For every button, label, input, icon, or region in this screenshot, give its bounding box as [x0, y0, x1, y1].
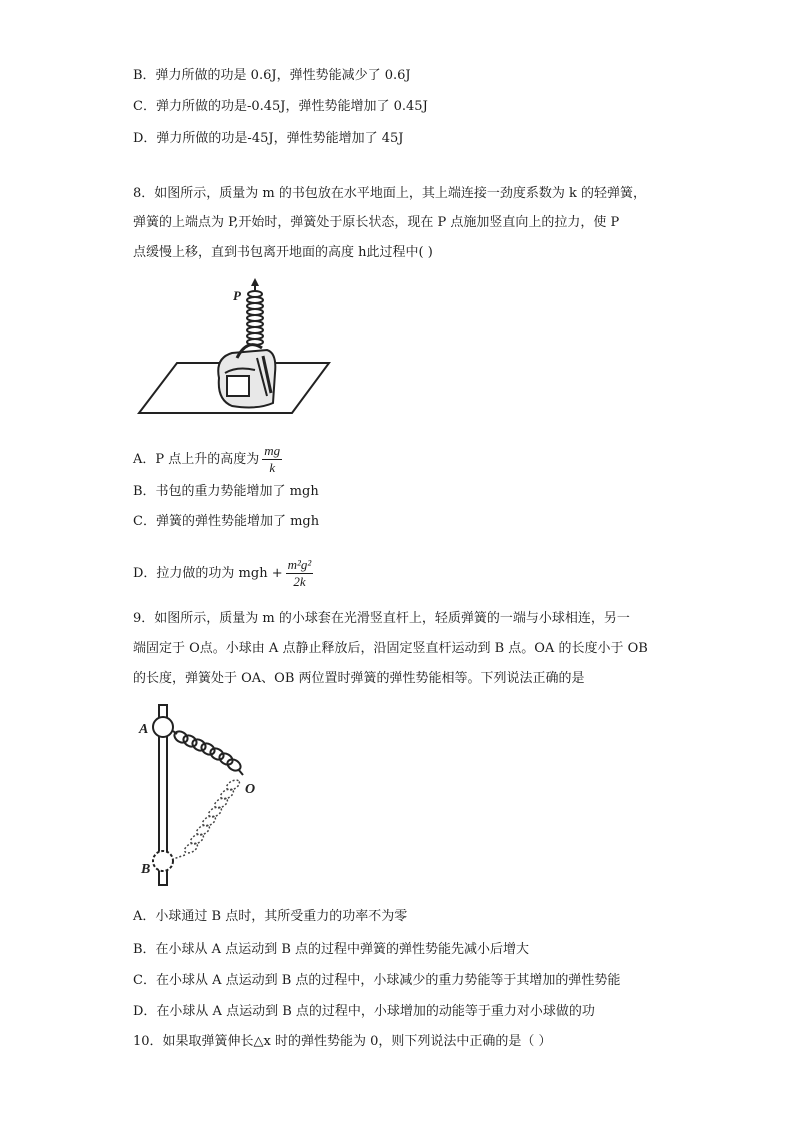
- q9-figure-label-a: A: [139, 722, 149, 737]
- q8-option-d-denominator: 2k: [293, 574, 306, 589]
- q7-option-b: B．弹力所做的功是 0.6J，弹性势能减少了 0.6J: [133, 68, 411, 83]
- q8-stem-line-3: 点缓慢上移，直到书包离开地面的高度 h此过程中( ): [133, 245, 433, 260]
- q8-option-d-fraction: [286, 557, 314, 590]
- q9-figure-label-o: O: [245, 782, 256, 797]
- q8-option-b: B．书包的重力势能增加了 mgh: [133, 484, 319, 499]
- q8-stem-line-1: 8．如图所示，质量为 m 的书包放在水平地面上，其上端连接一劲度系数为 k 的轻弹簧，: [133, 186, 647, 201]
- q8-option-d-numerator: m²g²: [287, 557, 312, 572]
- q9-option-a: A．小球通过 B 点时，其所受重力的功率不为零: [133, 909, 408, 924]
- q8-figure-schoolbag-spring: [137, 278, 337, 420]
- q9-figure-rod-spring: [137, 703, 267, 888]
- q8-stem-line-2: 弹簧的上端点为 P,开始时，弹簧处于原长状态，现在 P 点施加竖直向上的拉力，使 P: [133, 215, 620, 230]
- q7-option-c: C．弹力所做的功是-0.45J，弹性势能增加了 0.45J: [133, 99, 428, 114]
- q9-option-b: B．在小球从 A 点运动到 B 点的过程中弹簧的弹性势能先减小后增大: [133, 942, 530, 957]
- q9-option-d: D．在小球从 A 点运动到 B 点的过程中，小球增加的动能等于重力对小球做的功: [133, 1004, 595, 1019]
- q8-option-a-numerator: mg: [264, 443, 281, 458]
- q9-option-c: C．在小球从 A 点运动到 B 点的过程中，小球减少的重力势能等于其增加的弹性势能: [133, 973, 621, 988]
- q9-stem-line-3: 的长度，弹簧处于 OA、OB 两位置时弹簧的弹性势能相等。下列说法正确的是: [133, 671, 585, 686]
- q8-option-a-denominator: k: [269, 460, 276, 475]
- q8-option-d: [133, 557, 313, 590]
- q7-option-d: D．弹力所做的功是-45J，弹性势能增加了 45J: [133, 131, 404, 146]
- q9-stem-line-1: 9．如图所示，质量为 m 的小球套在光滑竖直杆上，轻质弹簧的一端与小球相连，另一: [133, 611, 630, 626]
- q8-figure-label-p: P: [233, 288, 241, 303]
- q9-stem-line-2: 端固定于 O点。小球由 A 点静止释放后，沿固定竖直杆运动到 B 点。OA 的长度小于 OB: [133, 641, 648, 656]
- q10-stem: 10．如果取弹簧伸长△x 时的弹性势能为 0，则下列说法中正确的是（ ）: [133, 1034, 552, 1049]
- q9-figure-label-b: B: [141, 862, 151, 877]
- q8-option-a: [133, 443, 282, 476]
- q8-option-d-text: D．拉力做的功为 mgh +: [133, 566, 283, 581]
- q8-option-a-fraction: [262, 443, 282, 476]
- q8-option-c: C．弹簧的弹性势能增加了 mgh: [133, 514, 320, 529]
- q8-option-a-text: A．P 点上升的高度为: [133, 452, 260, 467]
